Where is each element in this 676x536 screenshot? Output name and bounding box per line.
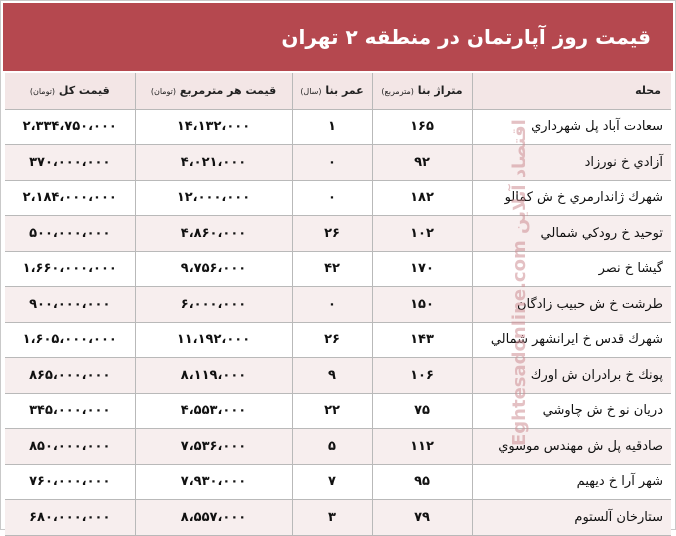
table-row — [5, 322, 671, 358]
cell-size: ۱۷۰ — [372, 251, 472, 287]
cell-price-per-meter: ۸،۵۵۷،۰۰۰ — [135, 500, 292, 536]
cell-age: ۰ — [292, 287, 372, 323]
cell-price-per-meter: ۹،۷۵۶،۰۰۰ — [135, 251, 292, 287]
cell-size: ۱۰۲ — [372, 216, 472, 252]
cell-age: ۹ — [292, 358, 372, 394]
table-row — [5, 251, 671, 287]
cell-area: طرشت خ ش حبيب زادگان — [472, 287, 671, 323]
cell-price-per-meter: ۸،۱۱۹،۰۰۰ — [135, 358, 292, 394]
table-row — [5, 464, 671, 500]
cell-age: ۵ — [292, 429, 372, 465]
table-row — [5, 216, 671, 252]
table-row — [5, 180, 671, 216]
cell-size: ۱۱۲ — [372, 429, 472, 465]
cell-price-per-meter: ۷،۵۳۶،۰۰۰ — [135, 429, 292, 465]
cell-size: ۹۲ — [372, 145, 472, 181]
cell-size: ۱۴۳ — [372, 322, 472, 358]
table-row — [5, 429, 671, 465]
cell-total: ۹۰۰،۰۰۰،۰۰۰ — [5, 287, 135, 323]
cell-age: ۲۲ — [292, 393, 372, 429]
cell-size: ۱۵۰ — [372, 287, 472, 323]
price-table-wrapper — [5, 73, 671, 536]
cell-total: ۵۰۰،۰۰۰،۰۰۰ — [5, 216, 135, 252]
title-bar — [3, 3, 673, 71]
cell-area: سعادت آباد پل شهرداري — [472, 109, 671, 145]
cell-age: ۱ — [292, 109, 372, 145]
cell-area: گيشا خ نصر — [472, 251, 671, 287]
header-total: قیمت کل (تومان) — [5, 73, 135, 109]
cell-age: ۷ — [292, 464, 372, 500]
cell-age: ۳ — [292, 500, 372, 536]
cell-size: ۱۸۲ — [372, 180, 472, 216]
cell-area: توحيد خ رودكي شمالي — [472, 216, 671, 252]
cell-size: ۹۵ — [372, 464, 472, 500]
watermark: Eghtesadonline.com اقتصاد آنلاین — [509, 119, 530, 446]
price-table — [5, 73, 671, 536]
cell-area: شهر آرا خ ديهيم — [472, 464, 671, 500]
cell-area: دريان نو خ ش چاوشي — [472, 393, 671, 429]
table-header-row — [5, 73, 671, 109]
cell-price-per-meter: ۱۴،۱۳۲،۰۰۰ — [135, 109, 292, 145]
cell-size: ۱۶۵ — [372, 109, 472, 145]
table-row — [5, 145, 671, 181]
table-row — [5, 358, 671, 394]
cell-price-per-meter: ۴،۵۵۳،۰۰۰ — [135, 393, 292, 429]
cell-total: ۱،۶۰۵،۰۰۰،۰۰۰ — [5, 322, 135, 358]
header-age: عمر بنا (سال) — [292, 73, 372, 109]
header-size: متراژ بنا (مترمربع) — [372, 73, 472, 109]
cell-age: ۰ — [292, 145, 372, 181]
table-row — [5, 287, 671, 323]
table-row — [5, 393, 671, 429]
cell-price-per-meter: ۷،۹۳۰،۰۰۰ — [135, 464, 292, 500]
cell-price-per-meter: ۱۲،۰۰۰،۰۰۰ — [135, 180, 292, 216]
cell-total: ۲،۳۳۴،۷۵۰،۰۰۰ — [5, 109, 135, 145]
cell-area: پونك خ برادران ش اورك — [472, 358, 671, 394]
cell-price-per-meter: ۴،۸۶۰،۰۰۰ — [135, 216, 292, 252]
header-area: محله — [472, 73, 671, 109]
cell-area: صادقيه پل ش مهندس موسوي — [472, 429, 671, 465]
page-title: قیمت روز آپارتمان در منطقه ۲ تهران — [281, 25, 651, 49]
cell-area: آزادي خ نورزاد — [472, 145, 671, 181]
cell-total: ۶۸۰،۰۰۰،۰۰۰ — [5, 500, 135, 536]
cell-total: ۷۶۰،۰۰۰،۰۰۰ — [5, 464, 135, 500]
cell-price-per-meter: ۱۱،۱۹۲،۰۰۰ — [135, 322, 292, 358]
cell-area: شهرك قدس خ ايرانشهر شمالي — [472, 322, 671, 358]
table-row — [5, 109, 671, 145]
cell-age: ۲۶ — [292, 216, 372, 252]
cell-age: ۰ — [292, 180, 372, 216]
cell-total: ۸۶۵،۰۰۰،۰۰۰ — [5, 358, 135, 394]
cell-price-per-meter: ۶،۰۰۰،۰۰۰ — [135, 287, 292, 323]
header-price-per-meter: قیمت هر مترمربع (تومان) — [135, 73, 292, 109]
cell-total: ۳۴۵،۰۰۰،۰۰۰ — [5, 393, 135, 429]
cell-total: ۸۵۰،۰۰۰،۰۰۰ — [5, 429, 135, 465]
cell-price-per-meter: ۴،۰۲۱،۰۰۰ — [135, 145, 292, 181]
cell-total: ۳۷۰،۰۰۰،۰۰۰ — [5, 145, 135, 181]
cell-area: ستارخان آلستوم — [472, 500, 671, 536]
cell-total: ۱،۶۶۰،۰۰۰،۰۰۰ — [5, 251, 135, 287]
cell-size: ۷۵ — [372, 393, 472, 429]
cell-total: ۲،۱۸۴،۰۰۰،۰۰۰ — [5, 180, 135, 216]
cell-age: ۴۲ — [292, 251, 372, 287]
cell-area: شهرك ژاندارمري خ ش كمالو — [472, 180, 671, 216]
cell-size: ۱۰۶ — [372, 358, 472, 394]
cell-age: ۲۶ — [292, 322, 372, 358]
cell-size: ۷۹ — [372, 500, 472, 536]
